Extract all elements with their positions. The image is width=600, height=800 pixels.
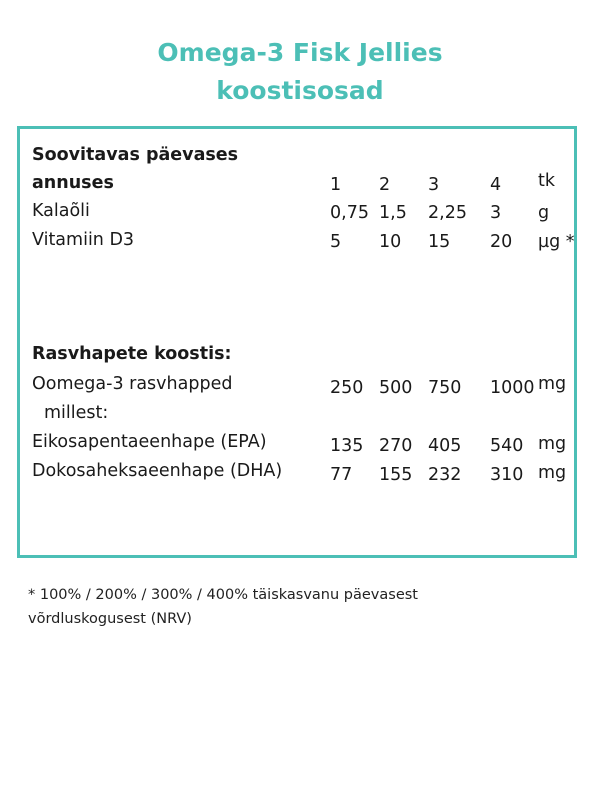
omega-3-sub-row xyxy=(20,403,580,433)
dose-count-3: 3 xyxy=(428,175,440,195)
vitamin-d3-value-2: 10 xyxy=(379,232,402,252)
dha-unit: mg xyxy=(538,463,567,483)
vitamin-d3-unit: µg * xyxy=(538,232,575,252)
vitamin-d3-row xyxy=(20,230,580,260)
dose-count-2: 2 xyxy=(379,175,391,195)
epa-label: Eikosapentaeenhape (EPA) xyxy=(32,432,267,452)
dose-heading-line-1: Soovitavas päevases xyxy=(32,145,239,165)
dose-heading-line-2: annuses xyxy=(32,173,114,193)
omega-3-value-4: 1000 xyxy=(490,378,535,398)
page-title xyxy=(0,34,600,110)
omega-3-unit: mg xyxy=(538,374,567,394)
fish-oil-value-4: 3 xyxy=(490,203,502,223)
title-line-1: Omega-3 Fisk Jellies xyxy=(157,38,443,67)
fatty-acids-heading-row xyxy=(20,344,580,374)
vitamin-d3-value-3: 15 xyxy=(428,232,451,252)
dose-count-1: 1 xyxy=(330,175,342,195)
footnote-line-2: võrdluskogusest (NRV) xyxy=(28,611,192,627)
fish-oil-value-2: 1,5 xyxy=(379,203,407,223)
epa-value-2: 270 xyxy=(379,436,413,456)
fatty-acids-heading: Rasvhapete koostis: xyxy=(32,344,232,364)
fish-oil-value-3: 2,25 xyxy=(428,203,467,223)
epa-value-1: 135 xyxy=(330,436,364,456)
fish-oil-label: Kalaõli xyxy=(32,201,90,221)
footnote xyxy=(28,583,568,631)
dha-value-3: 232 xyxy=(428,465,462,485)
dose-count-4: 4 xyxy=(490,175,502,195)
vitamin-d3-label: Vitamiin D3 xyxy=(32,230,135,250)
omega-3-value-3: 750 xyxy=(428,378,462,398)
ingredients-box xyxy=(17,126,577,558)
epa-row xyxy=(20,432,580,462)
dha-value-2: 155 xyxy=(379,465,413,485)
omega-3-label: Oomega-3 rasvhapped xyxy=(32,374,233,394)
dose-count-unit: tk xyxy=(538,171,555,191)
dose-heading-row xyxy=(20,145,580,175)
dha-value-4: 310 xyxy=(490,465,524,485)
epa-value-3: 405 xyxy=(428,436,462,456)
dha-value-1: 77 xyxy=(330,465,353,485)
footnote-line-1: * 100% / 200% / 300% / 400% täiskasvanu päevasest xyxy=(28,587,418,603)
vitamin-d3-value-4: 20 xyxy=(490,232,513,252)
vitamin-d3-value-1: 5 xyxy=(330,232,342,252)
omega-3-value-2: 500 xyxy=(379,378,413,398)
epa-unit: mg xyxy=(538,434,567,454)
dha-label: Dokosaheksaeenhape (DHA) xyxy=(32,461,283,481)
omega-3-row xyxy=(20,374,580,404)
epa-value-4: 540 xyxy=(490,436,524,456)
dose-header-row xyxy=(20,173,580,203)
dha-row xyxy=(20,461,580,491)
fish-oil-unit: g xyxy=(538,203,550,223)
omega-3-sub-label: millest: xyxy=(44,403,109,423)
omega-3-value-1: 250 xyxy=(330,378,364,398)
title-line-2: koostisosad xyxy=(216,76,384,105)
fish-oil-row xyxy=(20,201,580,231)
fish-oil-value-1: 0,75 xyxy=(330,203,369,223)
